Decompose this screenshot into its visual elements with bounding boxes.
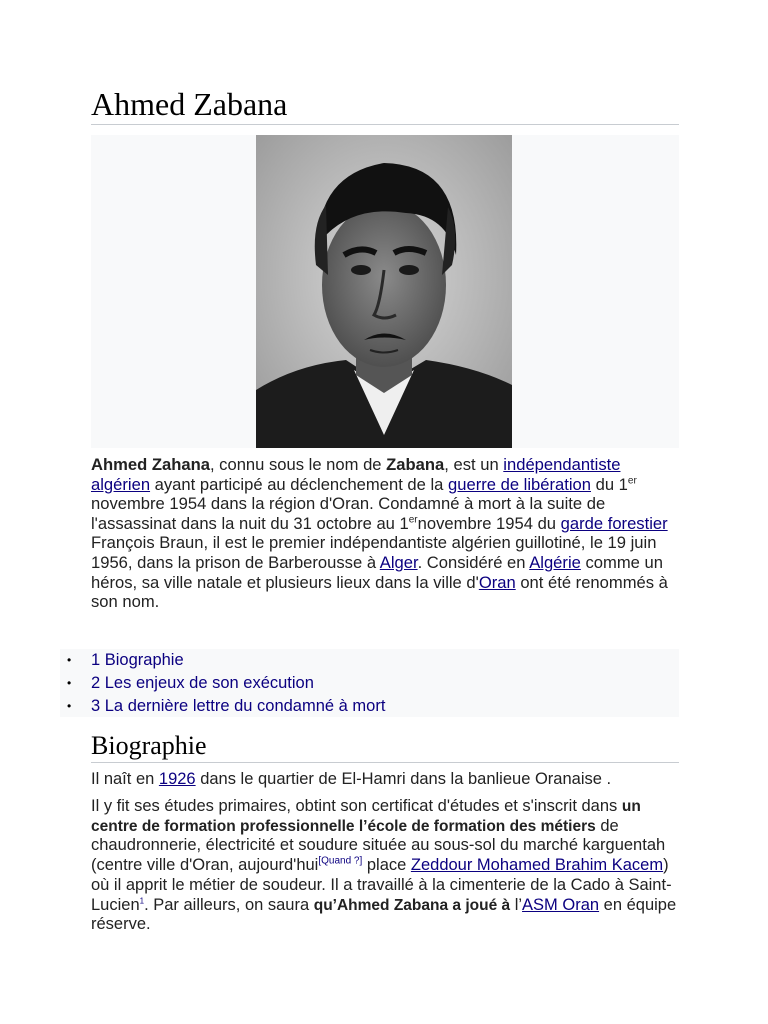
portrait-image[interactable]: [256, 135, 512, 448]
link-alger[interactable]: Alger: [379, 552, 418, 572]
page-title: Ahmed Zabana: [91, 84, 679, 125]
bullet-icon: •: [67, 699, 72, 713]
link-zeddour[interactable]: Zeddour Mohamed Brahim Kacem: [410, 856, 664, 875]
intro-paragraph: Ahmed Zahana, connu sous le nom de Zabana, est un indépendantiste algérien ayant participé au déclenchement de la guerre de libération du 1er novembre 1954 dans la région d'Oran. Condamné à mort à la suite de l'assassinat dans la nuit du 31 octobre au 1ernovembre 1954 du garde forestier François Braun, il est le premier indépendantiste algérien guillotiné, le 19 juin 1956, dans la prison de Barberousse à Alger. Considéré en Algérie comme un héros, sa ville natale et plusieurs lieux dans la ville d'Oran ont été renommés à son nom.: [91, 455, 668, 612]
section-heading-biographie: Biographie: [91, 730, 679, 763]
toc-item-enjeux[interactable]: • 2 Les enjeux de son exécution: [60, 672, 679, 695]
link-algerie[interactable]: Algérie: [529, 552, 581, 572]
reference-marker[interactable]: 1: [139, 896, 145, 906]
toc-item-derniere-lettre[interactable]: • 3 La dernière lettre du condamné à mort: [60, 695, 679, 718]
link-algerien[interactable]: algérien: [91, 474, 151, 494]
biographie-paragraph-1: Il naît en 1926 dans le quartier de El-Hamri dans la banlieue Oranaise .: [91, 770, 612, 788]
link-asm-oran[interactable]: ASM Oran: [522, 895, 600, 914]
bullet-icon: •: [67, 676, 72, 690]
bullet-icon: •: [67, 653, 72, 667]
biographie-paragraph-2: Il y fit ses études primaires, obtint son certificat d'études et s'inscrit dans un centre de formation professionnelle l’école de formation des métiers de chaudronnerie, électricité et soudure située au sous-sol du marché karguentah (centre ville d'Oran, aujourd'hui[Quand ?] place Zeddour Mohamed Brahim Kacem) où il apprit le métier de soudeur. Il a travaillé à la cimenterie de la Cado à Saint-Lucien$^1$. Par ailleurs, on saura qu’Ahmed Zabana a joué à l’ASM Oran en équipe réserve.: [91, 797, 677, 934]
subject-alias: Zabana: [386, 455, 445, 474]
subject-name: Ahmed Zahana: [91, 455, 210, 474]
link-guerre-de-liberation[interactable]: guerre de libération: [448, 474, 591, 494]
infobox-figure: [91, 135, 679, 448]
link-1926[interactable]: 1926: [158, 770, 196, 788]
citation-needed-tag[interactable]: [Quand ?]: [318, 855, 363, 867]
link-independantiste[interactable]: indépendantiste: [503, 455, 621, 474]
table-of-contents: [60, 649, 679, 717]
toc-item-biographie[interactable]: • 1 Biographie: [60, 649, 679, 672]
link-garde-forestier[interactable]: garde forestier: [560, 513, 668, 533]
link-oran[interactable]: Oran: [478, 572, 516, 592]
